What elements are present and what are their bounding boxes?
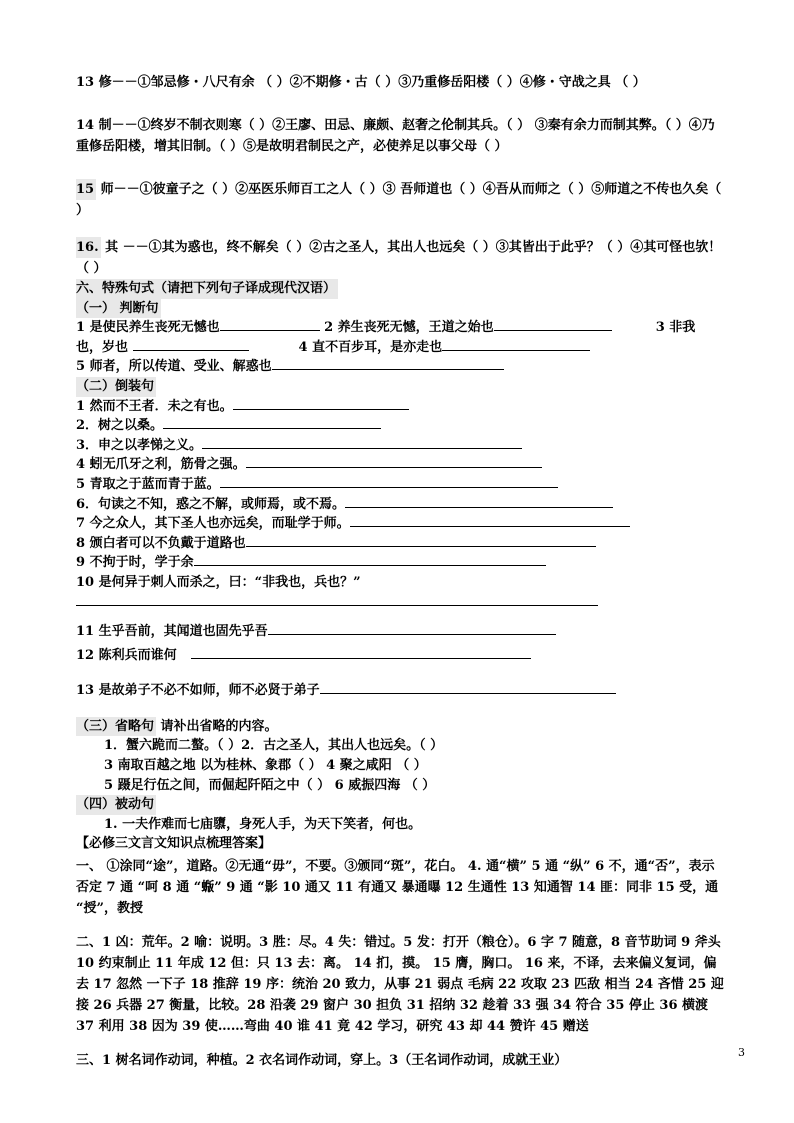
item-15-text: 师－－①彼童子之（ ）②巫医乐师百工之人（ ）③ 吾师道也（ ）④吾从而师之（ ）⑤师道之不传也久矣（ ） <box>76 182 722 218</box>
answers-part-2: 二、1 凶：荒年。2 喻：说明。3 胜：尽。4 失：错过。5 发：打开（粮仓）。6 字 7 随意，8 音节助词 9 斧头 10 约束制止 11 年成 12 但：只 13 去：离。 14 扪，摸。 15 膺，胸口。 16 来，不译，去来偏义复词，偏去 17 忽然 一下子 18 推辞 19 序：统治 20 致力，从事 21 弱点 毛病 22 攻取 23 匹敌 相当 24 吝惜 25 迎接 26 兵器 27 衡量，比较。28 沿袭 29 窗户 30 担负 31 招纳 32 趁着 33 强 34 符合 35 停止 36 横渡 37 利用 38 因为 39 使……弯曲 40 谁 41 竟 42 学习，研究 43 却 44 赞许 45 赠送 <box>76 935 724 1035</box>
subsection-passive-title: （四）被动句 <box>76 795 726 815</box>
inversion-line-11: 11 生乎吾前，其闻道也固先乎吾 <box>76 622 726 642</box>
inversion-line-2: 2．树之以桑。 <box>76 416 726 436</box>
subsection-judgment-title: （一） 判断句 <box>76 299 726 319</box>
item-16-number: 16. <box>76 237 101 258</box>
answers-title: 【必修三文言文知识点梳理答案】 <box>76 836 272 852</box>
judgment-line-3: 5 师者，所以传道、受业、解惑也 <box>76 357 726 377</box>
inversion-line-1: 1 然而不王者．未之有也。 <box>76 397 726 417</box>
item-16 <box>76 237 726 279</box>
inversion-line-13: 13 是故弟子不必不如师，师不必贤于弟子 <box>76 681 726 701</box>
inversion-line-12: 12 陈利兵而谁何 <box>76 646 726 666</box>
judgment-line-2: 也，岁也 4 直不百步耳，是亦走也 <box>76 338 726 358</box>
inversion-line-4: 4 蚓无爪牙之利，筋骨之强。 <box>76 455 726 475</box>
inversion-line-6: 6．句读之不知，惑之不解，或师焉，或不焉。 <box>76 495 726 515</box>
worksheet-page <box>76 72 726 1084</box>
item-14: 14 制－－①终岁不制衣则寒（ ）②王廖、田忌、廉颇、赵奢之伦制其兵。（ ） ③秦有余力而制其弊。（ ）④乃重修岳阳楼，增其旧制。（ ）⑤是故明君制民之产，必使养足以事父母（ ） <box>76 118 715 154</box>
judgment-line-1: 1 是使民养生丧死无憾也 2 养生丧死无憾，王道之始也 3 非我 <box>76 320 696 336</box>
subsection-ellipsis-title: （三）省略句 请补出省略的内容。 <box>76 717 726 737</box>
passive-line-1: 1. 一夫作难而七庙隳，身死人手，为天下笑者，何也。 <box>104 816 422 832</box>
item-15-number: 15 <box>76 179 96 200</box>
ellipsis-line-2: 3 南取百越之地 以为桂林、象郡（ ） 4 聚之咸阳 （ ） <box>104 758 427 774</box>
inversion-line-9: 9 不拘于时，学于余 <box>76 553 726 573</box>
item-16-text: 其 －－①其为惑也，终不解矣（ ）②古之圣人，其出人也远矣（ ）③其皆出于此乎？（ ）④其可怪也欤！（ ） <box>76 240 722 276</box>
page-number: 3 <box>738 1046 745 1059</box>
inversion-line-10: 10 是何异于刺人而杀之，曰：“非我也，兵也？” <box>76 574 361 590</box>
spacer <box>76 612 726 622</box>
inversion-line-10-blank <box>76 593 726 613</box>
answers-part-1: 一、 ①涂同“途”，道路。②无通“毋”，不要。③颁同“斑”，花白。 4. 通“横” 5 通 “纵” 6 不，通“否”，表示否定 7 通 “呵 8 通 “蝂” 9 通 “影 10 通又 11 有通又 暴通曝 12 生通性 13 知通智 14 匪：同非 15 受，通 “授”，教授 <box>76 859 719 917</box>
section-6-title: 六、特殊句式（请把下列句子译成现代汉语） <box>76 279 726 299</box>
inversion-line-7: 7 今之众人，其下圣人也亦远矣，而耻学于师。 <box>76 514 726 534</box>
item-15 <box>76 179 726 221</box>
inversion-line-3: 3．申之以孝悌之义。 <box>76 436 726 456</box>
ellipsis-line-1: 1．蟹六跪而二螯。（ ）2．古之圣人，其出人也远矣。（ ） <box>104 738 444 754</box>
item-13: 13 修－－①邹忌修・八尺有余 （ ）②不期修・古（ ）③乃重修岳阳楼（ ）④修・守战之具 （ ） <box>76 75 646 90</box>
answers-part-3: 三、1 树名词作动词，种植。2 衣名词作动词，穿上。3（王名词作动词，成就王业） <box>76 1053 568 1069</box>
subsection-inversion-title: （二）倒装句 <box>76 377 726 397</box>
ellipsis-line-3: 5 蹑足行伍之间，而倔起阡陌之中（ ） 6 威振四海 （ ） <box>104 777 436 793</box>
inversion-line-5: 5 青取之于蓝而青于蓝。 <box>76 475 726 495</box>
inversion-line-8: 8 颁白者可以不负戴于道路也 <box>76 534 726 554</box>
